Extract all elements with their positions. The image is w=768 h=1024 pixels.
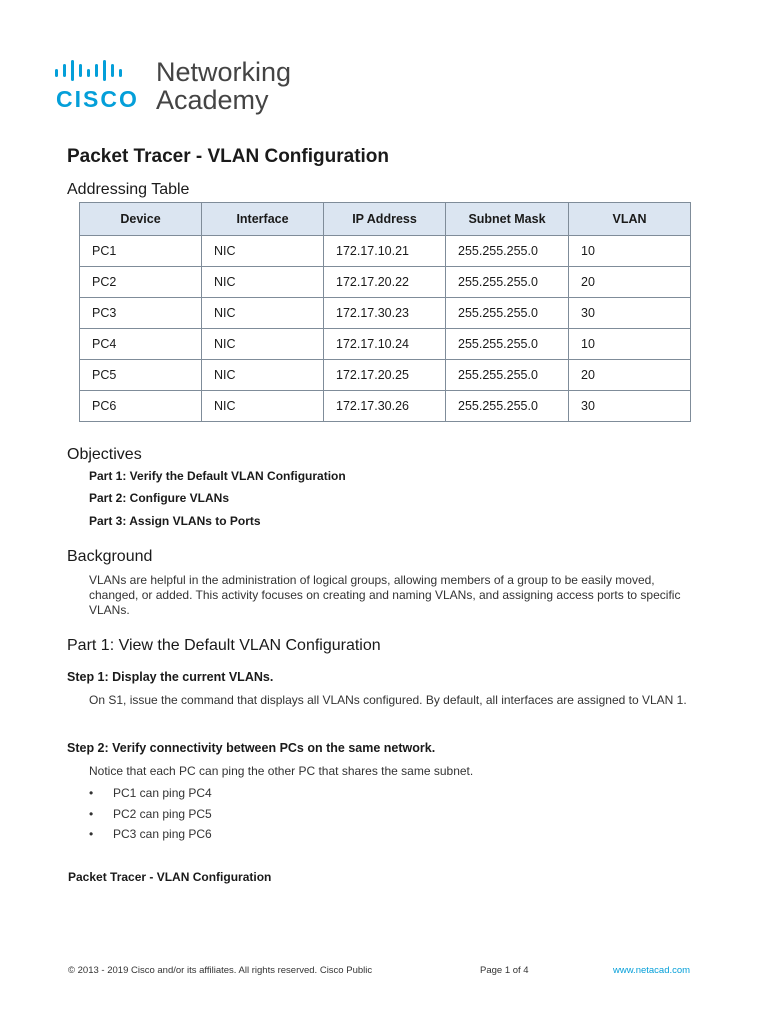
table-cell: 172.17.20.22 — [324, 267, 446, 298]
list-item — [89, 807, 212, 821]
table-cell: 30 — [569, 298, 691, 329]
addressing-table-heading: Addressing Table — [67, 181, 190, 198]
step1-text: On S1, issue the command that displays all VLANs configured. By default, all interfaces are assigned to VLAN 1. — [89, 693, 687, 707]
background-heading: Background — [67, 548, 153, 565]
table-cell: 20 — [569, 267, 691, 298]
page-title: Packet Tracer - VLAN Configuration — [67, 146, 390, 167]
table-header-row — [80, 203, 691, 236]
table-cell: NIC — [202, 391, 324, 422]
footer-link[interactable]: www.netacad.com — [613, 965, 691, 976]
table-cell: 255.255.255.0 — [446, 236, 569, 267]
footer-copyright: © 2013 - 2019 Cisco and/or its affiliates. All rights reserved. Cisco Public — [68, 965, 373, 976]
running-header: Packet Tracer - VLAN Configuration — [68, 870, 272, 884]
logo-networking-text: Networking — [156, 57, 292, 87]
table-cell: 255.255.255.0 — [446, 391, 569, 422]
list-item-text: PC2 can ping PC5 — [113, 807, 212, 821]
table-cell: 255.255.255.0 — [446, 267, 569, 298]
table-row — [80, 298, 691, 329]
table-cell: 255.255.255.0 — [446, 298, 569, 329]
table-row — [80, 391, 691, 422]
objective-item: Part 1: Verify the Default VLAN Configuration — [89, 469, 346, 483]
table-cell: 172.17.10.21 — [324, 236, 446, 267]
table-cell: PC3 — [80, 298, 202, 329]
list-item-text: PC3 can ping PC6 — [113, 827, 212, 841]
table-cell: PC2 — [80, 267, 202, 298]
step2-heading: Step 2: Verify connectivity between PCs on the same network. — [67, 741, 436, 755]
table-cell: 30 — [569, 391, 691, 422]
background-text: VLANs are helpful in the administration of logical groups, allowing members of a group to be easily moved, changed, or added. This activity focuses on creating and naming VLANs, and assigning access ports to specific VLANs. — [89, 573, 681, 617]
table-cell: 172.17.30.23 — [324, 298, 446, 329]
part1-heading: Part 1: View the Default VLAN Configuration — [67, 637, 381, 654]
objectives-heading: Objectives — [67, 446, 142, 463]
table-cell: NIC — [202, 360, 324, 391]
list-item — [89, 827, 212, 841]
cisco-bars-icon — [55, 60, 149, 82]
column-header: Device — [80, 203, 202, 236]
table-cell: 255.255.255.0 — [446, 329, 569, 360]
bullet-glyph: • — [89, 807, 94, 821]
cisco-wordmark: CISCO — [56, 86, 139, 112]
table-cell: 20 — [569, 360, 691, 391]
column-header: IP Address — [324, 203, 446, 236]
table-cell: 10 — [569, 236, 691, 267]
table-cell: NIC — [202, 298, 324, 329]
table-cell: PC6 — [80, 391, 202, 422]
table-row — [80, 329, 691, 360]
column-header: Subnet Mask — [446, 203, 569, 236]
table-cell: 10 — [569, 329, 691, 360]
cisco-networking-academy-logo — [52, 56, 312, 118]
table-cell: 255.255.255.0 — [446, 360, 569, 391]
table-cell: PC5 — [80, 360, 202, 391]
step2-text: Notice that each PC can ping the other PC that shares the same subnet. — [89, 764, 474, 778]
table-cell: NIC — [202, 267, 324, 298]
table-cell: 172.17.20.25 — [324, 360, 446, 391]
bullet-glyph: • — [89, 786, 94, 800]
list-item — [89, 786, 212, 800]
list-item-text: PC1 can ping PC4 — [113, 786, 212, 800]
table-row — [80, 267, 691, 298]
table-cell: PC1 — [80, 236, 202, 267]
step1-heading: Step 1: Display the current VLANs. — [67, 670, 274, 684]
table-cell: 172.17.10.24 — [324, 329, 446, 360]
table-row — [80, 236, 691, 267]
objective-item: Part 2: Configure VLANs — [89, 491, 230, 505]
column-header: VLAN — [569, 203, 691, 236]
table-cell: PC4 — [80, 329, 202, 360]
table-cell: NIC — [202, 236, 324, 267]
logo-academy-text: Academy — [156, 85, 269, 115]
addressing-table — [79, 202, 691, 422]
column-header: Interface — [202, 203, 324, 236]
table-cell: 172.17.30.26 — [324, 391, 446, 422]
footer-page-number: Page 1 of 4 — [480, 965, 529, 976]
table-cell: NIC — [202, 329, 324, 360]
bullet-glyph: • — [89, 827, 94, 841]
table-row — [80, 360, 691, 391]
objective-item: Part 3: Assign VLANs to Ports — [89, 514, 261, 528]
